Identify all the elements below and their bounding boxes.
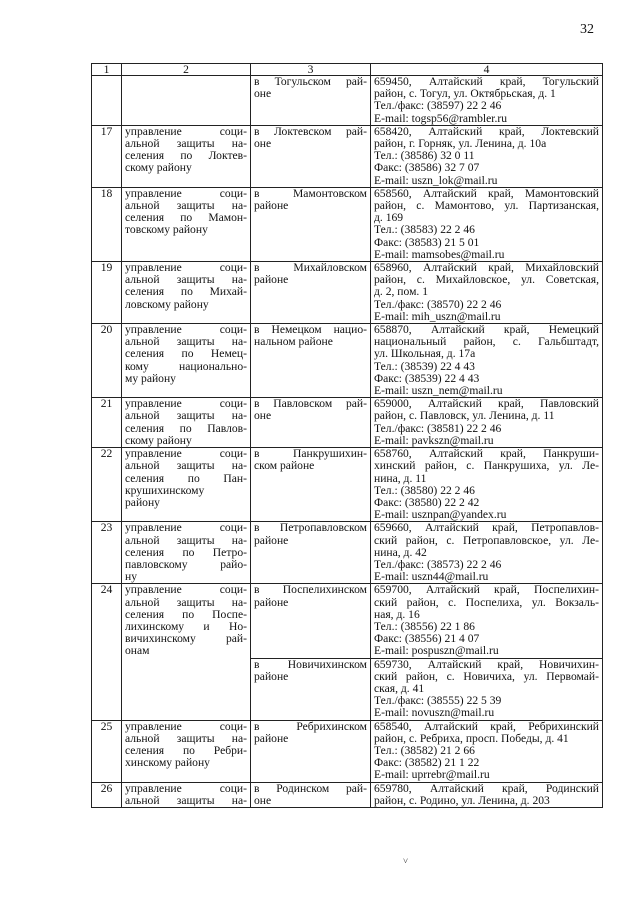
agency-name-line: хинскому району: [125, 756, 210, 770]
address-line: Факс: (38556) 21 4 07: [374, 632, 480, 646]
agency-name-line: селения по Поспе-: [125, 607, 247, 621]
agency-name-line: селения по Павлов-: [125, 421, 247, 435]
address-line: ский район, с. Поспелиха, ул. Вокзаль-: [374, 595, 599, 609]
agency-name-line: селения по Мамон-: [125, 211, 247, 225]
address-line: 659700, Алтайский край, Поспелихин-: [374, 583, 599, 597]
agency-name-line: онам: [125, 644, 150, 658]
district-line: оне: [254, 137, 272, 151]
address-line: Факс: (38539) 22 4 43: [374, 371, 480, 385]
address-cell: [371, 448, 603, 522]
district-cell: [251, 187, 371, 261]
address-line: E-mail: mamsobes@mail.ru: [374, 247, 505, 261]
agency-name-line: крушихинскому: [125, 483, 205, 497]
agency-name-line: селения по Пан-: [125, 471, 247, 485]
district-cell: [251, 658, 371, 720]
address-line: ский район, с. Петропавловское, ул. Ле-: [374, 533, 599, 547]
address-line: Тел./факс: (38555) 22 5 39: [374, 694, 502, 708]
table-row: [92, 782, 603, 807]
address-line: Тел./факс: (38573) 22 2 46: [374, 557, 502, 571]
address-line: E-mail: uprrebr@mail.ru: [374, 768, 490, 782]
agency-name-line: альной защиты на-: [125, 137, 247, 151]
address-line: район, с. Тогул, ул. Октябрьская, д. 1: [374, 87, 556, 101]
district-line: в Мамонтовском: [254, 186, 367, 200]
address-line: ная, д. 16: [374, 607, 420, 621]
district-cell: [251, 76, 371, 126]
agency-name-line: скому району: [125, 433, 192, 447]
table-row: [92, 522, 603, 584]
district-line: оне: [254, 793, 272, 807]
agency-name-line: альной защиты на-: [125, 595, 247, 609]
address-line: Факс: (38583) 21 5 01: [374, 235, 480, 249]
address-line: Тел./факс: (38581) 22 2 46: [374, 421, 502, 435]
row-number: 25: [92, 720, 122, 782]
address-line: район, с. Мамонтово, ул. Партизанская,: [374, 199, 599, 213]
agency-name-line: селения по Ребри-: [125, 743, 247, 757]
scan-mark: ˅: [403, 856, 409, 866]
address-cell: [371, 125, 603, 187]
agency-name-line: управление соци-: [125, 719, 247, 733]
address-line: ская, д. 41: [374, 681, 425, 695]
address-line: E-mail: uszn44@mail.ru: [374, 570, 489, 584]
agency-name-line: ну: [125, 570, 138, 584]
address-line: E-mail: togsp56@rambler.ru: [374, 111, 508, 125]
agency-name-line: управление соци-: [125, 323, 247, 337]
address-line: д. 2, пом. 1: [374, 285, 429, 299]
address-line: E-mail: usznpan@yandex.ru: [374, 508, 507, 522]
district-cell: [251, 522, 371, 584]
agency-name-line: вичихинскому рай-: [125, 632, 247, 646]
agency-name-line: альной защиты на-: [125, 533, 247, 547]
district-cell: [251, 720, 371, 782]
address-line: E-mail: pavkszn@mail.ru: [374, 433, 494, 447]
table-row: [92, 720, 603, 782]
agency-name: [122, 782, 251, 807]
address-line: ский район, с. Новичиха, ул. Первомай-: [374, 669, 599, 683]
district-cell: [251, 398, 371, 448]
agency-name-line: товскому району: [125, 223, 208, 237]
address-line: 659000, Алтайский край, Павловский: [374, 397, 599, 411]
agency-name-line: альной защиты на-: [125, 459, 247, 473]
row-number: 18: [92, 187, 122, 261]
agency-name: [122, 187, 251, 261]
column-number-1: 1: [92, 64, 122, 76]
district-line: районе: [254, 595, 289, 609]
address-line: Факс: (38586) 32 7 07: [374, 161, 480, 175]
agency-name-line: альной защиты на-: [125, 793, 247, 807]
address-line: район, с. Павловск, ул. Ленина, д. 11: [374, 409, 555, 423]
address-cell: [371, 720, 603, 782]
agency-name-line: управление соци-: [125, 583, 247, 597]
table-row: [92, 125, 603, 187]
agency-name-line: управление соци-: [125, 781, 247, 795]
address-line: Факс: (38580) 22 2 42: [374, 495, 480, 509]
agency-name-line: скому району: [125, 161, 192, 175]
agency-name-line: кому национально-: [125, 359, 247, 373]
district-cell: [251, 782, 371, 807]
address-line: д. 169: [374, 211, 404, 225]
district-line: районе: [254, 669, 289, 683]
district-line: нальном районе: [254, 335, 333, 349]
address-line: E-mail: uszn_nem@mail.ru: [374, 384, 503, 398]
address-cell: [371, 658, 603, 720]
column-number-row: [92, 64, 603, 76]
agency-name-line: альной защиты на-: [125, 335, 247, 349]
district-line: в Михайловском: [254, 261, 367, 275]
district-line: в Павловском рай-: [254, 397, 367, 411]
table-row: [92, 262, 603, 324]
address-line: нина, д. 11: [374, 471, 427, 485]
address-cell: [371, 398, 603, 448]
address-line: 658870, Алтайский край, Немецкий: [374, 323, 599, 337]
address-line: 659660, Алтайский край, Петропавлов-: [374, 521, 599, 535]
address-line: район, с. Михайловское, ул. Советская,: [374, 273, 599, 287]
table-row: [92, 398, 603, 448]
address-line: хинский район, с. Панкрушиха, ул. Ле-: [374, 459, 599, 473]
address-line: 659780, Алтайский край, Родинский: [374, 781, 599, 795]
agency-name-line: лихинскому и Но-: [125, 619, 247, 633]
district-line: в Тогульском рай-: [254, 75, 367, 88]
district-line: оне: [254, 409, 272, 423]
agency-name: [122, 76, 251, 126]
district-cell: [251, 125, 371, 187]
address-line: E-mail: pospuszn@mail.ru: [374, 644, 499, 658]
address-line: 658540, Алтайский край, Ребрихинский: [374, 719, 599, 733]
district-line: в Локтевском рай-: [254, 124, 367, 138]
agency-name-line: селения по Михай-: [125, 285, 247, 299]
table-row: [92, 76, 603, 126]
row-number: 21: [92, 398, 122, 448]
agency-table: [91, 63, 603, 808]
agency-name: [122, 720, 251, 782]
row-number: 20: [92, 324, 122, 398]
address-line: 658760, Алтайский край, Панкруши-: [374, 447, 599, 461]
agency-name-line: управление соци-: [125, 397, 247, 411]
district-cell: [251, 324, 371, 398]
address-line: 659730, Алтайский край, Новичихин-: [374, 657, 599, 671]
row-number: 24: [92, 584, 122, 720]
address-line: Тел.: (38580) 22 2 46: [374, 483, 475, 497]
address-line: Тел.: (38539) 22 4 43: [374, 359, 475, 373]
table-row: [92, 324, 603, 398]
district-line: оне: [254, 87, 272, 101]
address-cell: [371, 324, 603, 398]
agency-name-line: селения по Немец-: [125, 347, 247, 361]
district-line: в Немецком нацио-: [254, 323, 367, 337]
agency-name-line: павловскому райо-: [125, 557, 247, 571]
row-number: 26: [92, 782, 122, 807]
agency-name: [122, 448, 251, 522]
address-line: нина, д. 42: [374, 545, 427, 559]
agency-name-line: му району: [125, 371, 176, 385]
agency-name: [122, 324, 251, 398]
address-line: 658560, Алтайский край, Мамонтовский: [374, 186, 599, 200]
row-number: 22: [92, 448, 122, 522]
address-line: Факс: (38582) 21 1 22: [374, 756, 480, 770]
agency-name-line: ловскому району: [125, 297, 209, 311]
agency-name-line: селения по Петро-: [125, 545, 247, 559]
row-number: 23: [92, 522, 122, 584]
table-row: [92, 584, 603, 658]
row-number: [92, 76, 122, 126]
address-line: 659450, Алтайский край, Тогульский: [374, 75, 599, 88]
table-row: [92, 448, 603, 522]
district-line: ском районе: [254, 459, 315, 473]
address-cell: [371, 522, 603, 584]
agency-name-line: альной защиты на-: [125, 199, 247, 213]
address-line: ул. Школьная, д. 17а: [374, 347, 476, 361]
agency-name-line: альной защиты на-: [125, 273, 247, 287]
agency-name-line: управление соци-: [125, 521, 247, 535]
address-line: Тел./факс: (38597) 22 2 46: [374, 99, 502, 113]
agency-name-line: альной защиты на-: [125, 409, 247, 423]
address-line: E-mail: mih_uszn@mail.ru: [374, 309, 501, 323]
page-number: 32: [580, 22, 594, 37]
district-line: в Петропавловском: [254, 521, 367, 535]
district-cell: [251, 448, 371, 522]
address-cell: [371, 187, 603, 261]
agency-name-line: управление соци-: [125, 186, 247, 200]
district-line: в Поспелихинском: [254, 583, 367, 597]
address-line: национальный район, с. Гальбштадт,: [374, 335, 599, 349]
column-number-3: 3: [251, 64, 371, 76]
address-line: 658960, Алтайский край, Михайловский: [374, 261, 599, 275]
address-cell: [371, 584, 603, 658]
district-cell: [251, 262, 371, 324]
address-line: Тел.: (38582) 21 2 66: [374, 743, 475, 757]
district-line: районе: [254, 731, 289, 745]
agency-name: [122, 262, 251, 324]
address-line: 658420, Алтайский край, Локтевский: [374, 124, 599, 138]
address-line: Тел.: (38556) 22 1 86: [374, 619, 475, 633]
address-line: район, с. Ребриха, просп. Победы, д. 41: [374, 731, 569, 745]
agency-name: [122, 398, 251, 448]
agency-name: [122, 522, 251, 584]
agency-name-line: альной защиты на-: [125, 731, 247, 745]
agency-name: [122, 584, 251, 720]
row-number: 19: [92, 262, 122, 324]
address-line: Тел.: (38586) 32 0 11: [374, 149, 475, 163]
district-cell: [251, 584, 371, 658]
address-line: Тел./факс: (38570) 22 2 46: [374, 297, 502, 311]
agency-name-line: управление соци-: [125, 124, 247, 138]
agency-name-line: селения по Локтев-: [125, 149, 247, 163]
address-line: E-mail: uszn_lok@mail.ru: [374, 173, 498, 187]
address-cell: [371, 782, 603, 807]
address-line: район, с. Родино, ул. Ленина, д. 203: [374, 793, 550, 807]
column-number-2: 2: [122, 64, 251, 76]
column-number-4: 4: [371, 64, 603, 76]
address-cell: [371, 76, 603, 126]
district-line: в Ребрихинском: [254, 719, 367, 733]
district-line: районе: [254, 199, 289, 213]
district-line: в Панкрушихин-: [254, 447, 367, 461]
address-cell: [371, 262, 603, 324]
address-line: Тел.: (38583) 22 2 46: [374, 223, 475, 237]
address-line: район, г. Горняк, ул. Ленина, д. 10а: [374, 137, 547, 151]
agency-name-line: району: [125, 495, 160, 509]
district-line: районе: [254, 533, 289, 547]
table-row: [92, 187, 603, 261]
row-number: 17: [92, 125, 122, 187]
district-line: в Родинском рай-: [254, 781, 367, 795]
agency-name-line: управление соци-: [125, 447, 247, 461]
district-line: районе: [254, 273, 289, 287]
agency-name-line: управление соци-: [125, 261, 247, 275]
district-line: в Новичихинском: [254, 657, 367, 671]
agency-name: [122, 125, 251, 187]
address-line: E-mail: novuszn@mail.ru: [374, 706, 495, 720]
